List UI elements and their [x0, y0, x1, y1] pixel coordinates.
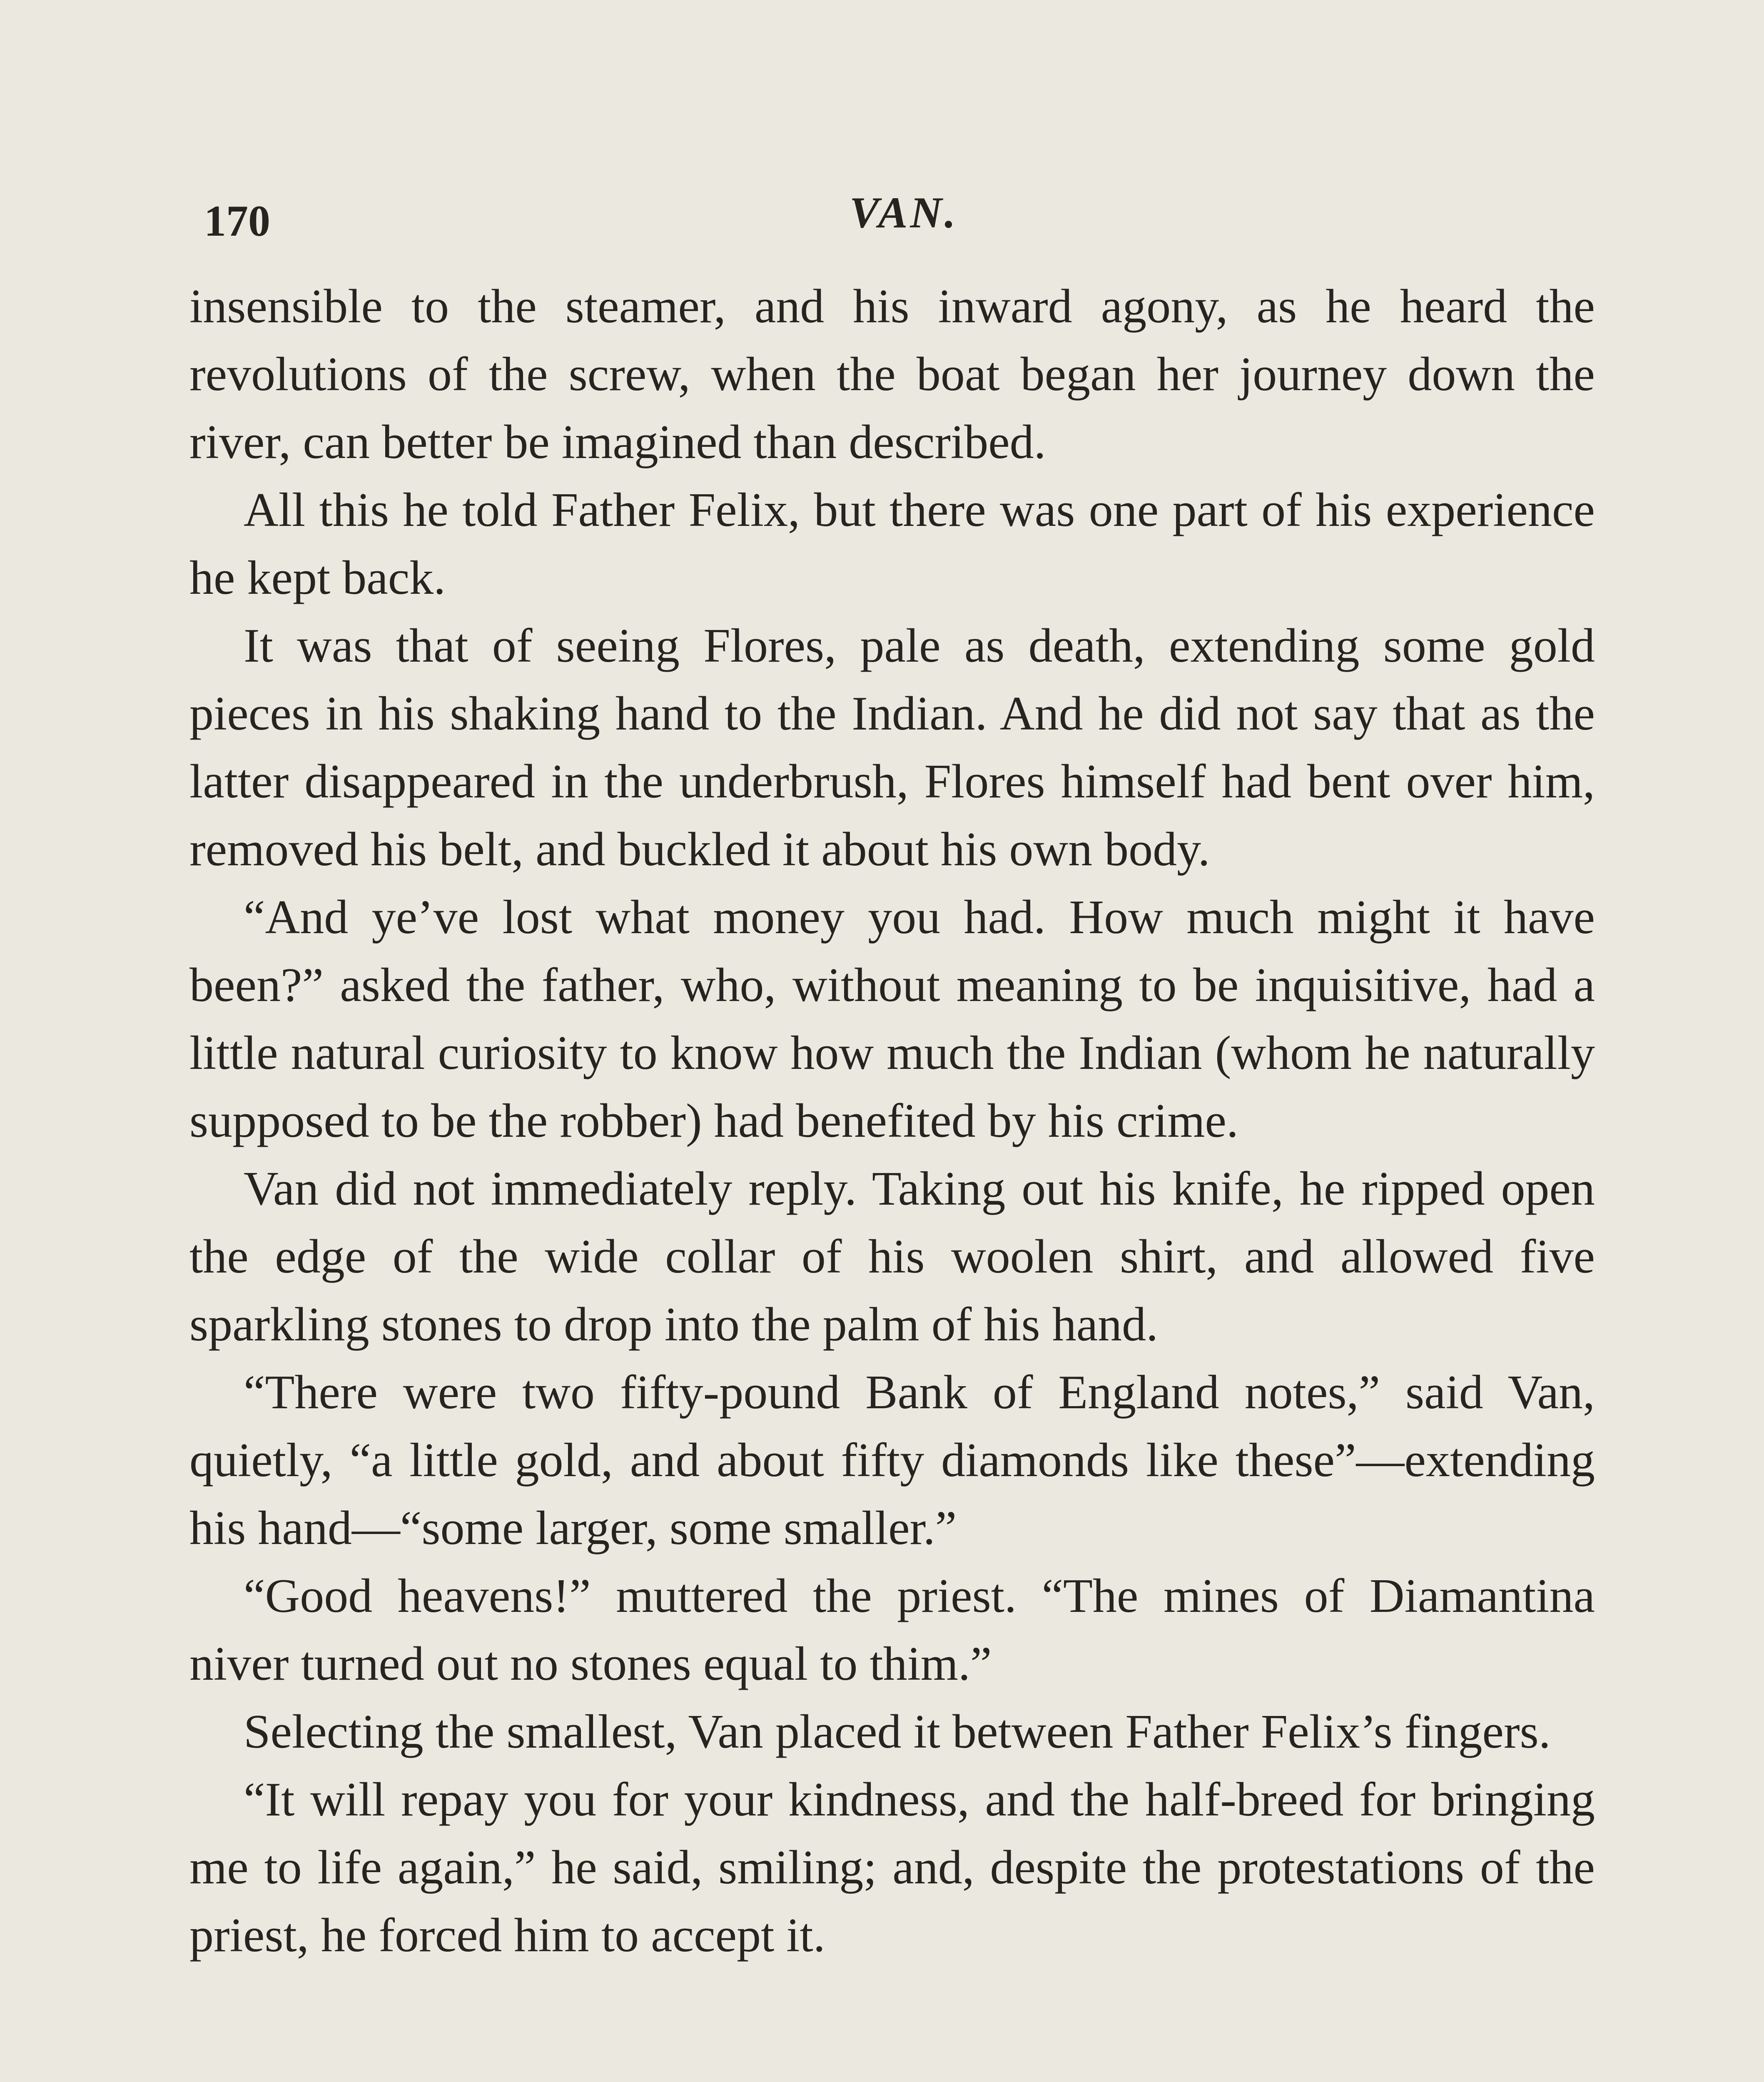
paragraph: All this he told Father Felix, but there was one part of his experience he kept back. [189, 483, 1595, 605]
paragraph: “Good heavens!” muttered the priest. “The mines of Diamantina niver turned out no stones equal to thim.” [189, 1569, 1595, 1691]
paragraph: Van did not immediately reply. Taking out his knife, he ripped open the edge of the wide collar of his woolen shirt, and allowed five sparkling stones to drop into the palm of his hand. [189, 1162, 1595, 1351]
page-number: 170 [204, 197, 270, 245]
paragraph: Selecting the smallest, Van placed it between Father Felix’s fingers. [244, 1705, 1551, 1758]
paragraph: “It will repay you for your kindness, and the half-breed for bringing me to life again,” he said, smiling; and, despite the protestations of the priest, he forced him to accept it. [189, 1773, 1595, 1962]
paragraph: insensible to the steamer, and his inward agony, as he heard the revolutions of the screw, when the boat began her journey down the river, can better be imagined than described. [189, 280, 1595, 469]
running-title: VAN. [850, 188, 958, 237]
running-head [196, 179, 1595, 246]
paragraph: It was that of seeing Flores, pale as death, extending some gold pieces in his shaking hand to the Indian. And he did not say that as the latter disappeared in the underbrush, Flores himself had bent over him, removed his belt, and buckled it about his own body. [189, 619, 1595, 876]
paragraph: “And ye’ve lost what money you had. How much might it have been?” asked the father, who, without meaning to be inquisitive, had a little natural curiosity to know how much the Indian (whom he naturally supposed to be the robber) had benefited by his crime. [189, 891, 1595, 1148]
paragraph: “There were two fifty-pound Bank of England notes,” said Van, quietly, “a little gold, and about fifty diamonds like these”—extending his hand—“some larger, some smaller.” [189, 1366, 1595, 1555]
body-text [189, 273, 1595, 1970]
